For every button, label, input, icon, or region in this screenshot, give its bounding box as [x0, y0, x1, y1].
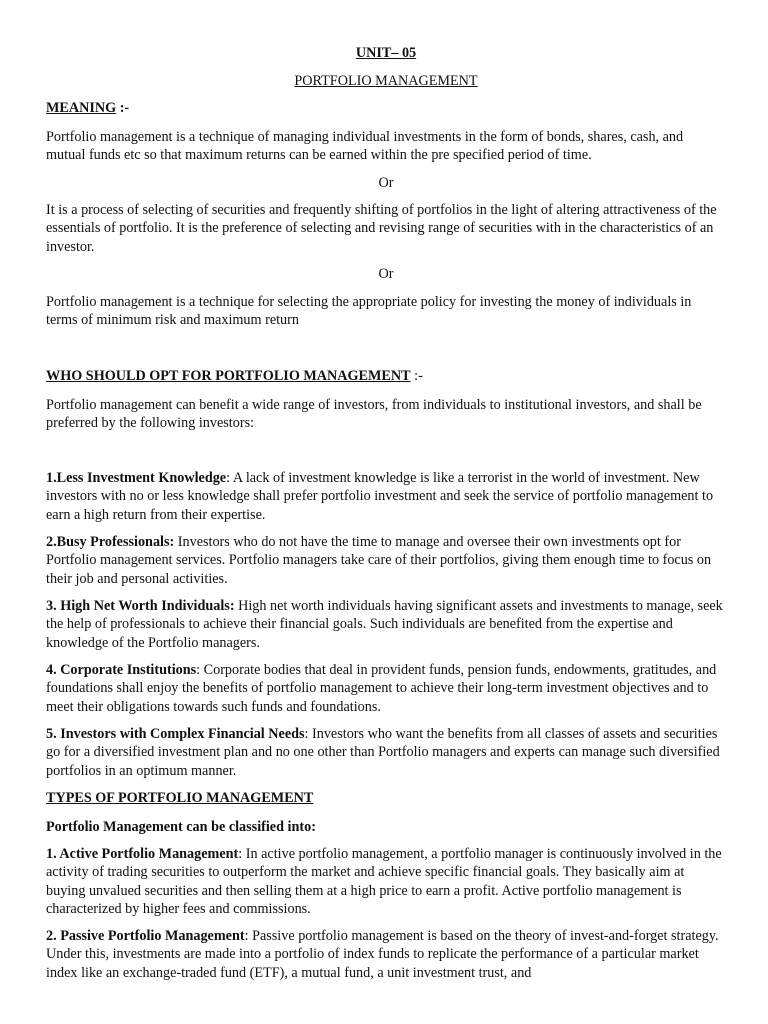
who-heading: WHO SHOULD OPT FOR PORTFOLIO MANAGEMENT :- — [46, 368, 423, 384]
meaning-heading: MEANING :- — [46, 100, 130, 116]
or-separator-1: Or — [378, 175, 394, 191]
unit-title: UNIT– 05 — [355, 45, 417, 61]
who-item-complex-needs: 5. Investors with Complex Financial Needs: Investors who want the benefits from all classes of assets and securities go for a diversified investment plan and no one other than Portfolio managers and experts can manage such diversified portfolios in an optimum manner. — [46, 726, 720, 779]
meaning-paragraph-2: It is a process of selecting of securities and frequently shifting of portfolios in the light of altering attractiveness of the essentials of portfolio. It is the preference of selecting and revising range of securities with in the characteristics of an investor. — [46, 202, 717, 255]
who-item-busy-professionals: 2.Busy Professionals: Investors who do not have the time to manage and oversee their own investments opt for Portfolio management services. Portfolio managers take care of their portfolios, giving them enough time to focus on their job and personal activities. — [46, 534, 712, 587]
who-item-corporate: 4. Corporate Institutions: Corporate bodies that deal in provident funds, pension funds, endowments, gratitudes, and foundations shall enjoy the benefits of portfolio management to achieve their long-term investment objectives and to meet their obligations towards such funds and foundations. — [46, 662, 717, 715]
who-intro: Portfolio management can benefit a wide range of investors, from individuals to institutional investors, and shall be preferred by the following investors: — [46, 397, 702, 432]
who-item-less-knowledge: 1.Less Investment Knowledge: A lack of investment knowledge is like a terrorist in the world of investment. New investors with no or less knowledge shall prefer portfolio investment and seek the service of portfolio management to earn a high return from their expertise. — [46, 470, 714, 523]
or-separator-2: Or — [378, 266, 394, 282]
main-title: PORTFOLIO MANAGEMENT — [294, 73, 478, 89]
meaning-paragraph-1: Portfolio management is a technique of managing individual investments in the form of bonds, shares, cash, and mutual funds etc so that maximum returns can be earned within the pre specified period of time. — [46, 129, 684, 164]
types-item-active: 1. Active Portfolio Management: In active portfolio management, a portfolio manager is continuously involved in the activity of trading securities to outperform the market and achieve specific financial goals. They basically aim at buying unvalued securities and then selling them at a high price to earn a profit. Active portfolio management is characterized by higher fees and commissions. — [46, 846, 722, 917]
meaning-paragraph-3: Portfolio management is a technique for selecting the appropriate policy for investing the money of individuals in terms of minimum risk and maximum return — [46, 294, 692, 329]
types-heading: TYPES OF PORTFOLIO MANAGEMENT — [46, 790, 314, 806]
types-item-passive: 2. Passive Portfolio Management: Passive portfolio management is based on the theory of invest-and-forget strategy. Under this, investments are made into a portfolio of index funds to replicate the performance of a particular market index like an exchange-traded fund (ETF), a mutual fund, a unit investment trust, and — [46, 928, 719, 981]
who-item-high-net-worth: 3. High Net Worth Individuals: High net worth individuals having significant assets and investments to manage, seek the help of professionals to achieve their financial goals. Such individuals are benefited from the expertise and knowledge of the Portfolio managers. — [46, 598, 723, 651]
types-subheading: Portfolio Management can be classified into: — [46, 819, 316, 835]
